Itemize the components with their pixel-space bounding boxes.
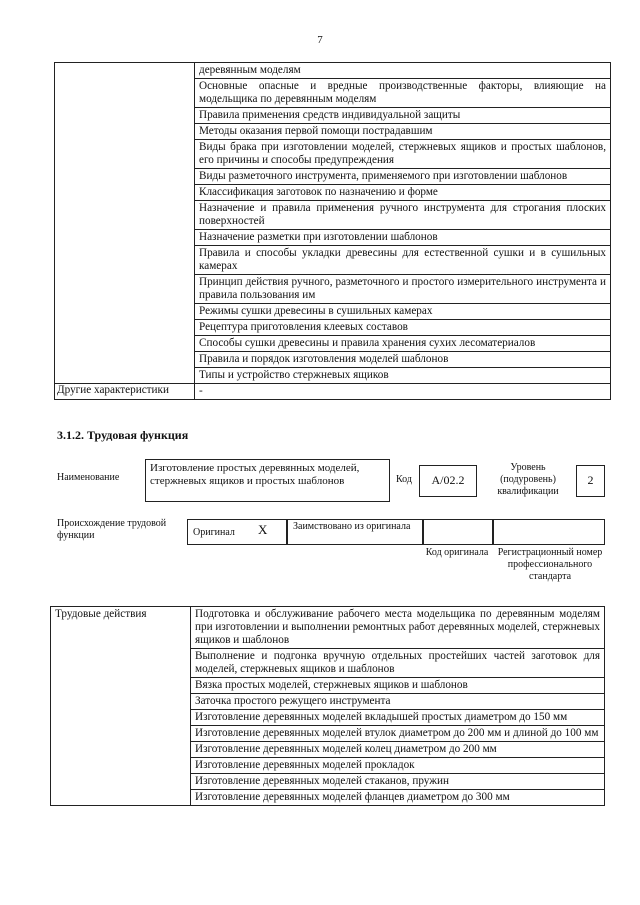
knowledge-item: Способы сушки древесины и правила хранения сухих лесоматериалов (195, 336, 611, 352)
labor-action-item: Заточка простого режущего инструмента (191, 694, 605, 710)
other-characteristics-label: Другие характеристики (55, 384, 195, 400)
original-box (187, 519, 287, 545)
function-code: A/02.2 (419, 465, 477, 497)
labor-action-item: Изготовление деревянных моделей втулок диаметром до 200 мм и длиной до 100 мм (191, 726, 605, 742)
original-mark: X (258, 522, 268, 537)
original-label: Оригинал (193, 527, 235, 538)
borrowed-label: Заимствовано из оригинала (287, 519, 423, 545)
knowledge-table (54, 62, 611, 400)
labor-action-item: Выполнение и подгонка вручную отдельных простейших частей заготовок для моделей, стержневых ящиков и шаблонов (191, 649, 605, 678)
code-caption: Код оригинала (425, 547, 489, 558)
knowledge-item: Принцип действия ручного, разметочного и простого измерительного инструмента и правила пользования им (195, 275, 611, 304)
code-label: Код (396, 474, 412, 485)
knowledge-label-cell (55, 63, 195, 384)
function-level: 2 (576, 465, 605, 497)
knowledge-item: Основные опасные и вредные производственные факторы, влияющие на модельщика по деревянным моделям (195, 79, 611, 108)
labor-action-item: Подготовка и обслуживание рабочего места модельщика по деревянным моделям при изготовлении и выполнении ремонтных работ деревянных моделей, стержневых ящиков и шаблонов (191, 607, 605, 649)
origin-label: Происхождение трудовой функции (57, 518, 167, 541)
knowledge-row (55, 63, 611, 79)
labor-action-item: Изготовление деревянных моделей прокладок (191, 758, 605, 774)
level-label: Уровень (подуровень) квалификации (497, 462, 559, 497)
labor-action-item: Изготовление деревянных моделей фланцев диаметром до 300 мм (191, 790, 605, 806)
knowledge-item: Режимы сушки древесины в сушильных камерах (195, 304, 611, 320)
labor-action-item: Изготовление деревянных моделей вкладышей простых диаметром до 150 мм (191, 710, 605, 726)
section-title: 3.1.2. Трудовая функция (57, 428, 189, 442)
knowledge-item: Рецептура приготовления клеевых составов (195, 320, 611, 336)
knowledge-item: Назначение разметки при изготовлении шаблонов (195, 230, 611, 246)
function-name: Изготовление простых деревянных моделей, стержневых ящиков и простых шаблонов (145, 459, 390, 502)
knowledge-item: Назначение и правила применения ручного инструмента для строгания плоских поверхностей (195, 201, 611, 230)
knowledge-item: Методы оказания первой помощи пострадавшим (195, 124, 611, 140)
knowledge-item: Правила и порядок изготовления моделей шаблонов (195, 352, 611, 368)
reg-number-box (493, 519, 605, 545)
knowledge-item: Классификация заготовок по назначению и форме (195, 185, 611, 201)
labor-actions-table (50, 606, 605, 806)
labor-action-row (51, 607, 605, 649)
knowledge-item: Правила и способы укладки древесины для естественной сушки и в сушильных камерах (195, 246, 611, 275)
name-label: Наименование (57, 472, 120, 483)
labor-action-item: Изготовление деревянных моделей стаканов, пружин (191, 774, 605, 790)
page-number: 7 (317, 34, 323, 46)
knowledge-item: Виды разметочного инструмента, применяемого при изготовлении шаблонов (195, 169, 611, 185)
other-characteristics-value: - (195, 384, 611, 400)
labor-actions-label: Трудовые действия (51, 607, 191, 806)
knowledge-item: Типы и устройство стержневых ящиков (195, 368, 611, 384)
knowledge-item: Правила применения средств индивидуальной защиты (195, 108, 611, 124)
other-characteristics-row (55, 384, 611, 400)
labor-action-item: Изготовление деревянных моделей колец диаметром до 200 мм (191, 742, 605, 758)
knowledge-item: деревянным моделям (195, 63, 611, 79)
origin-code-box (423, 519, 493, 545)
knowledge-item: Виды брака при изготовлении моделей, стержневых ящиков и простых шаблонов, его причины и способы предупреждения (195, 140, 611, 169)
labor-action-item: Вязка простых моделей, стержневых ящиков и шаблонов (191, 678, 605, 694)
reg-caption: Регистрационный номер профессионального стандарта (497, 547, 603, 582)
